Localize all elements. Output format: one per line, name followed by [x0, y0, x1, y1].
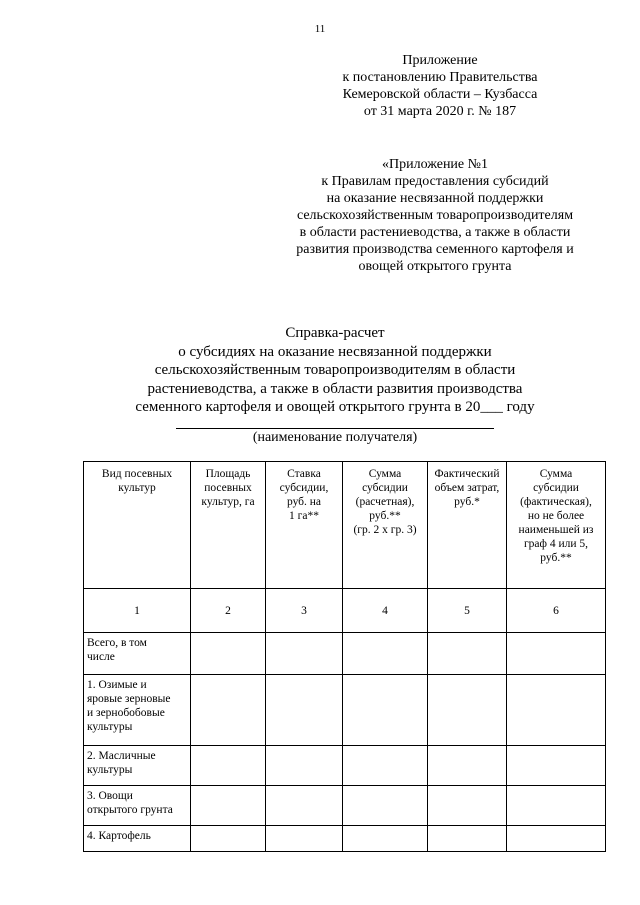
table-cell[interactable] — [343, 746, 428, 786]
title-line: семенного картофеля и овощей открытого грунта в 20___ году — [135, 399, 535, 415]
table-cell[interactable] — [191, 675, 266, 746]
table-cell[interactable] — [428, 675, 507, 746]
row-label: 2. Масличные культуры — [84, 746, 191, 786]
approval-line: Кемеровской области – Кузбасса — [342, 87, 538, 102]
row-label: 3. Овощи открытого грунта — [84, 786, 191, 826]
column-number: 5 — [428, 589, 507, 633]
table-row — [84, 675, 606, 746]
recipient-underline — [176, 428, 494, 429]
table-cell[interactable] — [266, 786, 343, 826]
table-cell[interactable] — [191, 746, 266, 786]
title-line: сельскохозяйственным товаропроизводителям в области — [154, 362, 516, 378]
table-cell[interactable] — [266, 746, 343, 786]
annex-line: развития производства семенного картофеля и — [296, 242, 574, 257]
table-cell[interactable] — [191, 786, 266, 826]
table-row — [84, 633, 606, 675]
annex-line: «Приложение №1 — [382, 157, 488, 172]
table-cell[interactable] — [428, 826, 507, 852]
table-cell[interactable] — [507, 826, 606, 852]
table-cell[interactable] — [343, 675, 428, 746]
table-row — [84, 746, 606, 786]
column-number: 6 — [507, 589, 606, 633]
table-cell[interactable] — [191, 826, 266, 852]
column-number: 1 — [84, 589, 191, 633]
approval-line: к постановлению Правительства — [342, 70, 538, 85]
annex-line: овощей открытого грунта — [358, 259, 512, 274]
row-label: 4. Картофель — [84, 826, 191, 852]
column-number-row — [84, 589, 606, 633]
table-cell[interactable] — [343, 826, 428, 852]
annex-line: к Правилам предоставления субсидий — [321, 174, 549, 189]
table-cell[interactable] — [507, 675, 606, 746]
table-cell[interactable] — [428, 746, 507, 786]
annex-line: на оказание несвязанной поддержки — [326, 191, 544, 206]
table-cell[interactable] — [191, 633, 266, 675]
row-label: Всего, в том числе — [84, 633, 191, 675]
table-cell[interactable] — [428, 633, 507, 675]
subsidy-table — [83, 461, 606, 852]
row-label: 1. Озимые и яровые зерновые и зернобобовые культуры — [84, 675, 191, 746]
annex-line: сельскохозяйственным товаропроизводителям — [296, 208, 574, 223]
header-actual-sum: Сумма субсидии (фактическая), но не более наименьшей из граф 4 или 5, руб.** — [507, 462, 606, 589]
table-cell[interactable] — [266, 675, 343, 746]
document-title — [100, 324, 570, 417]
annex-header — [270, 156, 600, 275]
annex-line: в области растениеводства, а также в области — [299, 225, 571, 240]
recipient-caption: (наименование получателя) — [252, 430, 418, 445]
table-header-row — [84, 462, 606, 589]
title-line: о субсидиях на оказание несвязанной поддержки — [178, 343, 492, 360]
title-line: растениеводства, а также в области развития производства — [147, 380, 523, 397]
column-number: 2 — [191, 589, 266, 633]
approval-line: от 31 марта 2020 г. № 187 — [363, 104, 517, 119]
header-crop-type: Вид посевных культур — [84, 462, 191, 589]
table-row — [84, 786, 606, 826]
table-cell[interactable] — [266, 826, 343, 852]
table-cell[interactable] — [343, 786, 428, 826]
column-number: 4 — [343, 589, 428, 633]
header-actual-costs: Фактический объем затрат, руб.* — [428, 462, 507, 589]
column-number: 3 — [266, 589, 343, 633]
title-line: Справка-расчет — [285, 325, 385, 341]
page-number: 11 — [314, 23, 326, 35]
table-cell[interactable] — [507, 746, 606, 786]
table-cell[interactable] — [507, 786, 606, 826]
header-calculated-sum: Сумма субсидии (расчетная), руб.** (гр. 2 х гр. 3) — [343, 462, 428, 589]
header-area: Площадь посевных культур, га — [191, 462, 266, 589]
table-cell[interactable] — [266, 633, 343, 675]
table-row — [84, 826, 606, 852]
header-rate: Ставка субсидии, руб. на 1 га** — [266, 462, 343, 589]
table-cell[interactable] — [343, 633, 428, 675]
table-cell[interactable] — [428, 786, 507, 826]
table-cell[interactable] — [507, 633, 606, 675]
approval-line: Приложение — [402, 53, 478, 68]
approval-header — [305, 52, 575, 120]
